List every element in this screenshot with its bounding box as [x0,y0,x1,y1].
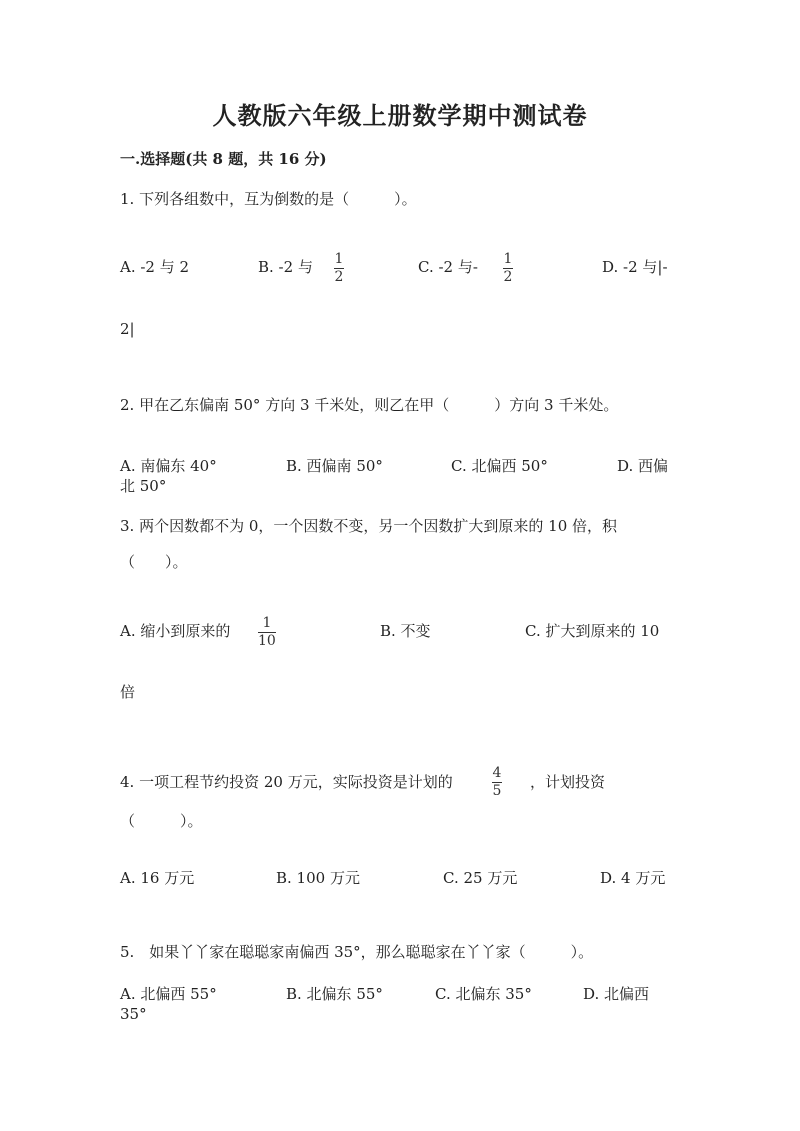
question-2-option-d: D. 西偏 [617,457,669,475]
question-1-stem: 1. 下列各组数中，互为倒数的是（ ）。 [120,190,417,208]
fraction-numerator: 1 [503,251,513,267]
question-4-option-b: B. 100 万元 [276,869,360,887]
fraction-denominator: 2 [503,269,513,285]
fraction-numerator: 4 [492,765,502,781]
question-1-option-c-fraction [503,252,513,285]
question-1-option-d: D. -2 与|- [602,258,668,276]
question-4-option-a: A. 16 万元 [120,869,195,887]
question-1-option-a: A. -2 与 2 [120,258,190,276]
question-3-stem: 3. 两个因数都不为 0，一个因数不变，另一个因数扩大到原来的 10 倍，积 [120,517,618,535]
question-3-option-b: B. 不变 [380,622,431,640]
question-4-stem-continued: （ ）。 [120,812,203,830]
question-5-option-c: C. 北偏东 35° [435,985,532,1003]
question-2-stem: 2. 甲在乙东偏南 50° 方向 3 千米处，则乙在甲（ ）方向 3 千米处。 [120,396,619,414]
question-1-option-b: B. -2 与 [258,258,313,276]
fraction-denominator: 10 [258,633,276,649]
fraction-numerator: 1 [262,615,272,631]
question-4-option-d: D. 4 万元 [600,869,666,887]
question-3-option-c: C. 扩大到原来的 10 [525,622,660,640]
question-4-stem: 4. 一项工程节约投资 20 万元，实际投资是计划的 [120,773,453,791]
question-2-option-d-continued: 北 50° [120,477,167,495]
question-5-option-d-continued: 35° [120,1005,147,1023]
question-3-option-c-continued: 倍 [120,683,136,701]
question-3-stem-continued: （ ）。 [120,553,188,571]
question-4-stem-tail: ，计划投资 [530,773,606,791]
question-5-option-b: B. 北偏东 55° [286,985,383,1003]
question-1-option-d-continued: 2| [120,320,135,338]
fraction-denominator: 5 [492,783,502,799]
question-4-fraction [492,766,502,799]
question-3-option-a-fraction [258,616,276,649]
question-1-option-c: C. -2 与- [418,258,478,276]
fraction-denominator: 2 [334,269,344,285]
fraction-numerator: 1 [334,251,344,267]
question-5-stem: 5. 如果丫丫家在聪聪家南偏西 35°，那么聪聪家在丫丫家（ ）。 [120,943,594,961]
section-heading: 一.选择题(共 8 题，共 16 分) [120,150,327,168]
question-2-option-c: C. 北偏西 50° [451,457,548,475]
question-4-option-c: C. 25 万元 [443,869,518,887]
question-2-option-b: B. 西偏南 50° [286,457,383,475]
question-5-option-d: D. 北偏西 [583,985,650,1003]
page-title: 人教版六年级上册数学期中测试卷 [212,101,588,130]
question-3-option-a: A. 缩小到原来的 [120,622,231,640]
question-1-option-b-fraction [334,252,344,285]
question-2-option-a: A. 南偏东 40° [120,457,217,475]
question-5-option-a: A. 北偏西 55° [120,985,217,1003]
